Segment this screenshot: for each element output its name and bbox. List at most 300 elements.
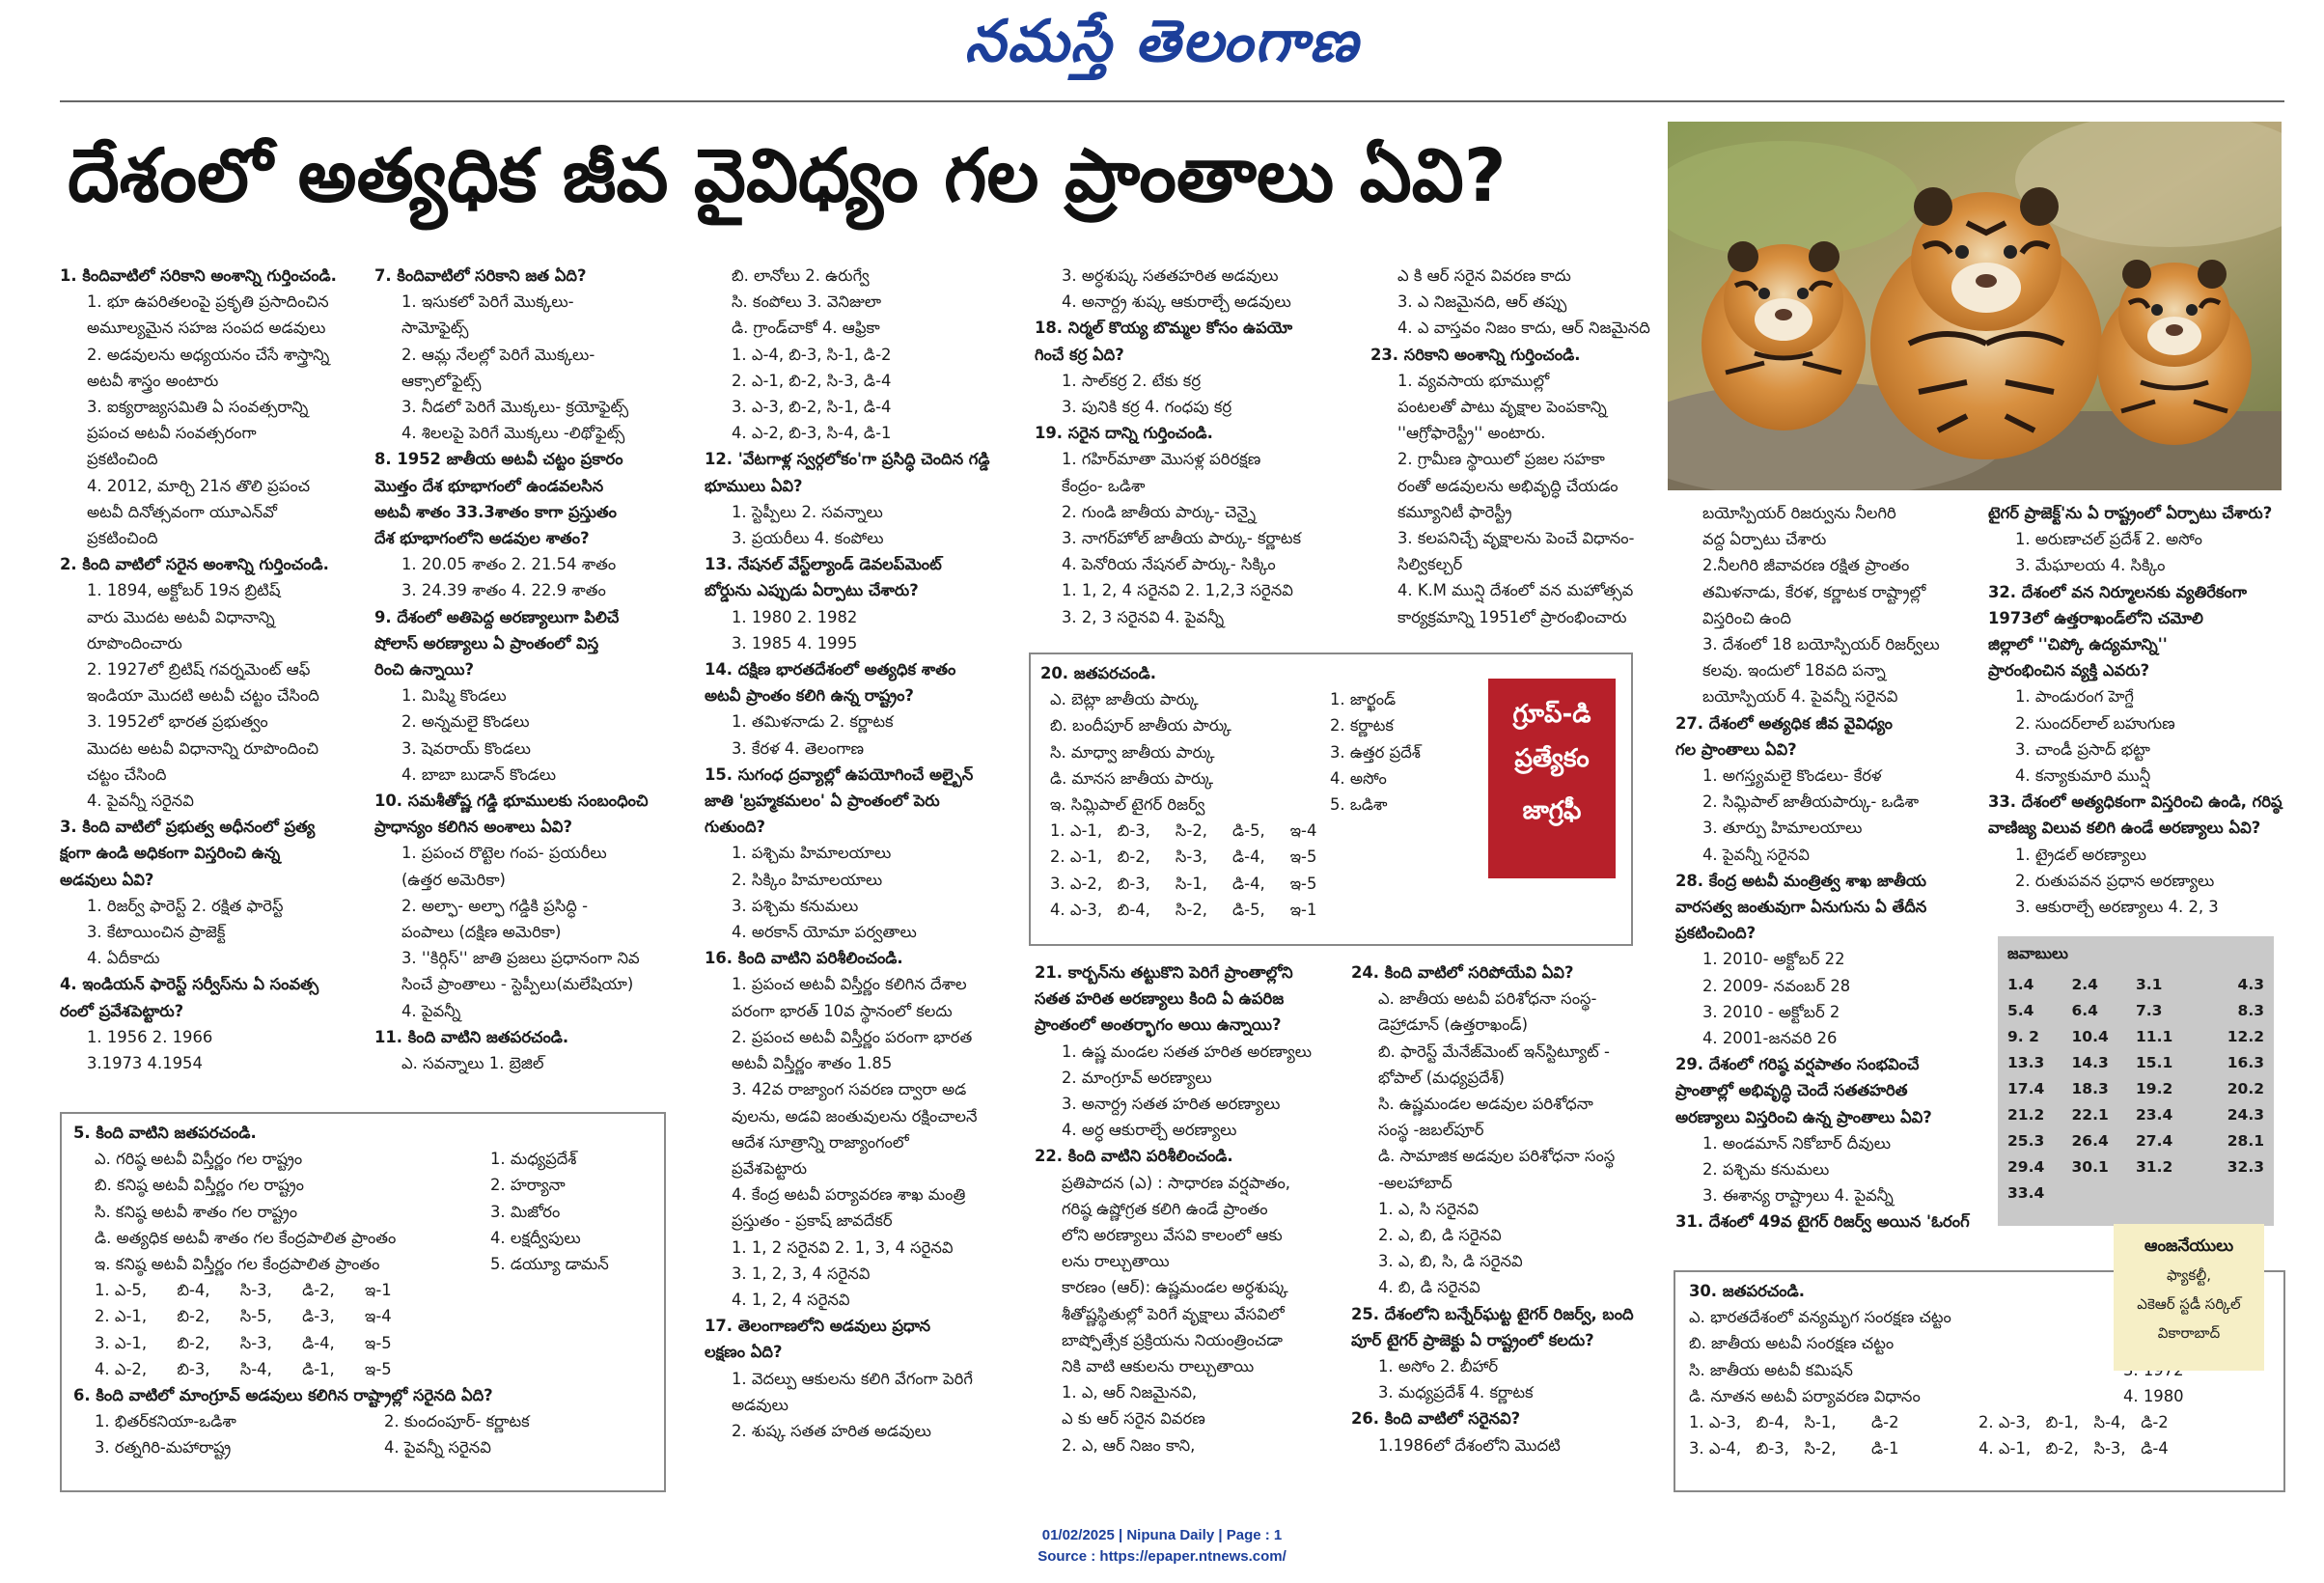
option-line: 1. 1894, అక్టోబర్ 19న బ్రిటిష్ bbox=[87, 581, 281, 600]
answer-item: 2.4 bbox=[2071, 976, 2098, 993]
box-30-title: 30. జతపరచండి. bbox=[1689, 1282, 1805, 1300]
answer-item: 10.4 bbox=[2071, 1028, 2109, 1045]
option-line: 4. కేంద్ర అటవీ పర్యావరణ శాఖ మంత్రి bbox=[732, 1185, 966, 1205]
answer-item: 25.3 bbox=[2007, 1132, 2045, 1150]
tiger-photo bbox=[1668, 122, 2282, 490]
question-line: 26. కింది వాటిలో సరైనవి? bbox=[1351, 1409, 1521, 1429]
question-line: 15. సుగంధ ద్రవ్యాల్లో ఉపయోగించే అల్బైన్ bbox=[705, 764, 974, 784]
option-line: 3. ఎ, బి, సి, డి సరైనవి bbox=[1378, 1252, 1523, 1271]
question-line: టైగర్ ప్రాజెక్ట్'ను ఏ రాష్ట్రంలో ఏర్పాటు చేశారు? bbox=[1988, 504, 2273, 522]
answer-item: 13.3 bbox=[2007, 1054, 2045, 1071]
option-line: 1. ప్రపంచ అటవీ విస్తీర్ణం కలిగిన దేశాల bbox=[732, 975, 967, 994]
option-line: 1. మిష్మి కొండలు bbox=[401, 686, 507, 706]
option-line: ప్రకటించింది bbox=[87, 450, 158, 469]
option-line: పంపాలు (దక్షిణ అమెరికా) bbox=[401, 923, 562, 942]
answer-item: 14.3 bbox=[2071, 1054, 2109, 1071]
author-institute: ఎకెఆర్ స్టడీ సర్కిల్ bbox=[2137, 1295, 2241, 1313]
answer-item: 16.3 bbox=[2227, 1054, 2264, 1071]
answer-item: 29.4 bbox=[2007, 1158, 2045, 1176]
option-line: 4. శిలలపై పెరిగే మొక్కలు -లిథోఫైట్స్ bbox=[401, 424, 625, 443]
option-line: 3. ఆకురాల్చే అరణ్యాలు 4. 2, 3 bbox=[2015, 898, 2219, 917]
answer-item: 6.4 bbox=[2071, 1002, 2098, 1019]
question-line: 4. ఇండియన్ ఫారెస్ట్ సర్వీస్‌ను ఏ సంవత్స bbox=[60, 975, 319, 994]
option-line: 4. అర్ధ ఆకురాల్చే అరణ్యాలు bbox=[1062, 1121, 1237, 1140]
answer-item: 15.1 bbox=[2136, 1054, 2173, 1071]
option-line: 3. కేరళ 4. తెలంగాణ bbox=[732, 738, 865, 758]
option-line: 2. సుందర్‌లాల్ బహుగుణ bbox=[2015, 713, 2175, 733]
option-line: 4. 1, 2, 4 సరైనవి bbox=[732, 1290, 850, 1309]
match-left: ఎ. భారతదేశంలో వన్యమృగ సంరక్షణ చట్టం bbox=[1689, 1308, 1951, 1327]
option-line: 1.1986లో దేశంలోని మొదటి bbox=[1378, 1435, 1561, 1455]
match-option: 2. ఎ-1, బి-2, సి-3, డి-4, ఇ-5 bbox=[1050, 847, 1317, 867]
option-line: 3. నాగర్‌హోల్ జాతీయ పార్కు- కర్ణాటక bbox=[1062, 529, 1302, 548]
option-line: 1. 1, 2, 4 సరైనవి 2. 1,2,3 సరైనవి bbox=[1062, 581, 1293, 600]
match-right: 2. హర్యానా bbox=[490, 1176, 566, 1195]
match-left: ఇ. కనిష్ఠ అటవీ విస్తీర్ణం గల కేంద్రపాలిత ప్రాంతం bbox=[95, 1255, 380, 1274]
option-line: గరిష్ఠ ఉష్ణోగ్రత కలిగి ఉండే ప్రాంతం bbox=[1062, 1199, 1268, 1218]
option-line: 1. 2010- అక్టోబర్ 22 bbox=[1702, 950, 1845, 969]
option-row bbox=[73, 1408, 652, 1434]
option-line: 1. భూ ఉపరితలంపై ప్రకృతి ప్రసాదించిన bbox=[87, 292, 329, 312]
option-line: 3. 1985 4. 1995 bbox=[732, 633, 858, 653]
option-line: సిల్వికల్చర్ bbox=[1397, 555, 1463, 574]
option-left: 3. ఎ-4, బి-3, సి-2, డి-1 bbox=[1689, 1439, 1899, 1458]
option-line: 1. ఉష్ణ మండల సతత హరిత అరణ్యాలు bbox=[1062, 1041, 1312, 1061]
match-right: 1. జార్ఖండ్ bbox=[1330, 690, 1397, 709]
question-line: గుతుంది? bbox=[705, 818, 766, 837]
question-line: వారసత్వ జంతువుగా ఏనుగును ఏ తేదీన bbox=[1675, 898, 1927, 917]
answer-item: 20.2 bbox=[2227, 1080, 2264, 1097]
option-line: 4. ఎ వాస్తవం నిజం కాదు, ఆర్ నిజమైనది bbox=[1397, 319, 1650, 338]
option-line: 3. ప్రయరీలు 4. కంపోలు bbox=[732, 529, 884, 548]
option-line: 2. ఆమ్ల నేలల్లో పెరిగే మొక్కలు- bbox=[401, 345, 595, 364]
option-line: 4. పైవన్నీ సరైనవి bbox=[1702, 845, 1810, 864]
answer-item: 24.3 bbox=[2227, 1106, 2264, 1124]
question-line: 10. సమశీతోష్ణ గడ్డి భూములకు సంబంధించి bbox=[374, 792, 649, 811]
option-line: 4. 2012, మార్చి 21న తొలి ప్రపంచ bbox=[87, 476, 311, 495]
option-line: 3. చాండీ ప్రసాద్ భట్టా bbox=[2015, 739, 2150, 759]
option-line: 4. బి, డి సరైనవి bbox=[1378, 1278, 1480, 1297]
box-20-title: 20. జతపరచండి. bbox=[1040, 664, 1156, 682]
option-line: 3. కేటాయించిన ప్రాజెక్ట్ bbox=[87, 923, 226, 942]
option-right: 4. ఎ-1, బి-2, సి-3, డి-4 bbox=[1978, 1439, 2169, 1458]
match-right: 5. ఒడిశా bbox=[1330, 795, 1388, 815]
question-line: 14. దక్షిణ భారతదేశంలో అత్యధిక శాతం bbox=[705, 660, 956, 680]
option-line: చట్టం చేసింది bbox=[87, 764, 167, 784]
option-line: (ఉత్తర అమెరికా) bbox=[401, 870, 506, 889]
option-row bbox=[1689, 1409, 2270, 1435]
question-line: 22. కింది వాటిని పరిశీలించండి. bbox=[1035, 1147, 1233, 1166]
option-line: 2. రుతుపవన ప్రధాన అరణ్యాలు bbox=[2015, 871, 2215, 890]
option-line: 2. అన్నమలై కొండలు bbox=[401, 712, 530, 732]
answer-item: 19.2 bbox=[2136, 1080, 2173, 1097]
answer-item: 27.4 bbox=[2136, 1132, 2173, 1150]
option-line: 4. బాబా బుడాన్ కొండలు bbox=[401, 764, 557, 784]
option-line: 1. ఇసుకలో పెరిగే మొక్కలు- bbox=[401, 292, 574, 312]
question-line: సతత హరిత అరణ్యాలు కింది ఏ ఉపరిజ bbox=[1035, 989, 1285, 1009]
question-line: 29. దేశంలో గరిష్ఠ వర్షపాతం సంభవించే bbox=[1675, 1055, 1920, 1074]
question-line: అరణ్యాలు విస్తరించి ఉన్న ప్రాంతాలు ఏవి? bbox=[1675, 1107, 1932, 1126]
option-line: 4. కన్యాకుమారి మున్షీ bbox=[2015, 766, 2151, 786]
question-line: 31. దేశంలో 49వ టైగర్ రిజర్వ్ అయిన 'ఓరంగ్ bbox=[1675, 1212, 1970, 1232]
answer-item: 32.3 bbox=[2227, 1158, 2264, 1176]
question-line: ప్రకటించింది? bbox=[1675, 924, 1757, 943]
option-line: 2. 2009- నవంబర్ 28 bbox=[1702, 976, 1851, 995]
question-line: లక్షణం ఏది? bbox=[705, 1343, 783, 1362]
question-line: అటవీ శాతం 33.3శాతం కాగా ప్రస్తుతం bbox=[374, 502, 617, 521]
option-line: 1. 1956 2. 1966 bbox=[87, 1027, 213, 1046]
match-option: 1. ఎ-5, బి-4, సి-3, డి-2, ఇ-1 bbox=[95, 1281, 392, 1300]
option-line: బయోస్పియర్ 4. పైవన్నీ సరైనవి bbox=[1702, 687, 1898, 707]
option-line: 4. పైవన్నీ bbox=[401, 1001, 461, 1020]
option-line: 2. గుండి జాతీయ పార్కు- చెన్నై bbox=[1062, 502, 1256, 521]
footer-source-line: Source : https://epaper.ntnews.com/ bbox=[1038, 1548, 1286, 1565]
option-right: 4. పైవన్నీ సరైనవి bbox=[384, 1438, 491, 1458]
option-line: డి. సామాజిక అడవుల పరిశోధనా సంస్థ bbox=[1378, 1147, 1616, 1166]
box-5-title: 5. కింది వాటిని జతపరచండి. bbox=[73, 1124, 257, 1142]
option-line: కార్యక్రమాన్ని 1951లో ప్రారంభించారు bbox=[1397, 607, 1627, 626]
option-line: 1. తమిళనాడు 2. కర్ణాటక bbox=[732, 712, 894, 732]
option-line: వారు మొదట అటవీ విధానాన్ని bbox=[87, 607, 275, 626]
option-line: సంస్థ -జబల్‌పూర్ bbox=[1378, 1121, 1484, 1140]
option-line: 4. 2001-జనవరి 26 bbox=[1702, 1029, 1838, 1048]
option-line: 2. ఎ-1, బి-2, సి-3, డి-4 bbox=[732, 371, 892, 390]
option-line: 1. వ్యవసాయ భూముల్లో bbox=[1397, 371, 1550, 390]
question-line: పూర్ టైగర్ ప్రాజెక్టు ఏ రాష్ట్రంలో కలదు? bbox=[1351, 1330, 1594, 1349]
question-line: జిల్లాలో ''చిప్కో ఉద్యమాన్ని'' bbox=[1988, 635, 2168, 654]
option-line: 2. అల్ఫా- అల్ఫా గడ్డికి ప్రసిద్ధి - bbox=[401, 896, 589, 915]
question-line: 7. కిందివాటిలో సరికాని జత ఏది? bbox=[374, 266, 587, 285]
option-line: 4. పెనోరియ నేషనల్ పార్కు- సిక్కిం bbox=[1062, 555, 1276, 574]
option-line: 2. ప్రపంచ అటవీ విస్తీర్ణం పరంగా భారత bbox=[732, 1027, 973, 1046]
option-line: 1. ఎ, సి సరైనవి bbox=[1378, 1199, 1480, 1218]
question-line: 8. 1952 జాతీయ అటవీ చట్టం ప్రకారం bbox=[374, 450, 623, 469]
option-line: బి. లానోలు 2. ఉరుగ్వే bbox=[732, 266, 870, 285]
match-left: ఎ. బెట్లా జాతీయ పార్కు bbox=[1050, 690, 1199, 709]
match-right: 4. 1980 bbox=[2123, 1386, 2184, 1405]
option-line: 1. అండమాన్ నికోబార్ దీవులు bbox=[1702, 1133, 1892, 1153]
answer-item: 30.1 bbox=[2071, 1158, 2109, 1176]
author-town: వికారాబాద్ bbox=[2157, 1324, 2221, 1342]
column-6 bbox=[1675, 500, 1980, 1248]
option-line: 1. ప్రపంచ రొట్టెల గంప- ప్రయరీలు bbox=[401, 844, 607, 863]
option-line: బాష్పోత్సేక ప్రక్రియను నియంత్రించడా bbox=[1062, 1330, 1283, 1349]
option-line: 3. 2, 3 సరైనవి 4. పైవన్నీ bbox=[1062, 607, 1225, 626]
option-line: కారణం (ఆర్): ఉష్ణమండల అర్ధశుష్క bbox=[1062, 1278, 1288, 1297]
option-line: 3. పశ్చిమ కనుమలు bbox=[732, 896, 859, 915]
option-line: 1. 20.05 శాతం 2. 21.54 శాతం bbox=[401, 555, 617, 574]
question-5-6-box bbox=[60, 1112, 666, 1492]
option-line: డెహ్రాడూన్ (ఉత్తరాఖండ్) bbox=[1378, 1015, 1529, 1035]
match-option: 4. ఎ-3, బి-4, సి-2, డి-5, ఇ-1 bbox=[1050, 900, 1317, 919]
option-line: పంటలతో పాటు వృక్షాల పెంపకాన్ని bbox=[1397, 398, 1607, 417]
option-line: 2. గ్రామీణ స్థాయిలో ప్రజల సహకా bbox=[1397, 450, 1605, 469]
option-line: నికి వాటి ఆకులను రాల్చుతాయి bbox=[1062, 1357, 1255, 1376]
option-line: ''ఆగ్రోఫారెస్ట్రీ'' అంటారు. bbox=[1397, 424, 1546, 443]
option-line: 2. ఎ, బి, డి సరైనవి bbox=[1378, 1226, 1502, 1245]
column-3 bbox=[705, 263, 1021, 1459]
answers-grid bbox=[2007, 972, 2264, 1207]
answer-item: 12.2 bbox=[2227, 1028, 2264, 1045]
option-line: 1. 1, 2 సరైనవి 2. 1, 3, 4 సరైనవి bbox=[732, 1237, 954, 1257]
answers-box bbox=[1998, 936, 2274, 1226]
match-row bbox=[73, 1225, 652, 1251]
question-line: 27. దేశంలో అత్యధిక జీవ వైవిధ్యం bbox=[1675, 713, 1893, 733]
option-line: ప్రపంచ అటవీ సంవత్సరంగా bbox=[87, 424, 257, 443]
question-line: 33. దేశంలో అత్యధికంగా విస్తరించి ఉండి, గరిష్ఠ bbox=[1988, 792, 2282, 812]
option-line: వద్ద ఏర్పాటు చేశారు bbox=[1702, 530, 1827, 549]
match-right: 1. మధ్యప్రదేశ్ bbox=[490, 1150, 577, 1169]
footer bbox=[0, 1525, 2324, 1568]
option-line: 1. ట్రైడల్ అరణ్యాలు bbox=[2015, 845, 2146, 864]
option-line: బయోస్పియర్ రిజర్వును నీలగిరి bbox=[1702, 504, 1896, 522]
match-left: సి. కనిష్ఠ అటవీ శాతం గల రాష్ట్రం bbox=[95, 1202, 298, 1221]
option-line: 1. రిజర్వ్ ఫారెస్ట్ 2. రక్షిత ఫారెస్ట్ bbox=[87, 896, 284, 915]
option-line: విస్తరించి ఉంది bbox=[1702, 608, 1791, 627]
answer-item: 4.3 bbox=[2237, 976, 2264, 993]
question-line: 9. దేశంలో అతిపెద్ద అరణ్యాలుగా పిలిచే bbox=[374, 607, 620, 626]
match-left: సి. మాధ్వా జాతీయ పార్కు bbox=[1050, 742, 1215, 762]
question-line: 32. దేశంలో వన నిర్మూలనకు వ్యతిరేకంగా bbox=[1988, 582, 2247, 601]
option-line: 3. కలపనిచ్చే వృక్షాలను పెంచే విధానం- bbox=[1397, 529, 1635, 548]
option-line: రూపొందించారు bbox=[87, 633, 182, 653]
option-line: ఎ. సవన్నాలు 1. బ్రెజిల్ bbox=[401, 1054, 544, 1073]
option-row bbox=[73, 1434, 652, 1460]
question-line: క్షంగా ఉండి అధికంగా విస్తరించి ఉన్న bbox=[60, 844, 281, 863]
answer-item: 7.3 bbox=[2136, 1002, 2163, 1019]
match-right: 5. డయ్యూ డామన్ bbox=[490, 1255, 609, 1274]
match-left: సి. జాతీయ అటవీ కమిషన్ bbox=[1689, 1360, 1853, 1379]
option-line: ఎ. జాతీయ అటవీ పరిశోధనా సంస్థ- bbox=[1378, 989, 1597, 1009]
option-line: తమిళనాడు, కేరళ, కర్ణాటక రాష్ట్రాల్లో bbox=[1702, 582, 1926, 601]
question-line: భూములు ఏవి? bbox=[705, 476, 803, 495]
option-line: 3. ఎ-3, బి-2, సి-1, డి-4 bbox=[732, 398, 892, 417]
answer-item: 33.4 bbox=[2007, 1184, 2045, 1202]
answer-item: 21.2 bbox=[2007, 1106, 2045, 1124]
option-left: 1. ఎ-3, బి-4, సి-1, డి-2 bbox=[1689, 1413, 1899, 1432]
question-line: 13. నేషనల్ వేస్ట్‌ల్యాండ్ డెవలప్‌మెంట్ bbox=[705, 555, 942, 574]
option-line: 3. ఎ నిజమైనది, ఆర్ తప్పు bbox=[1397, 292, 1567, 312]
match-option: 4. ఎ-2, బి-3, సి-4, డి-1, ఇ-5 bbox=[95, 1359, 392, 1378]
option-line: లోని అరణ్యాలు వేసవి కాలంలో ఆకు bbox=[1062, 1226, 1283, 1245]
option-line: 4. అనార్ద్ర శుష్క ఆకురాల్చే అడవులు bbox=[1062, 292, 1291, 312]
option-line: 4. పైవన్నీ సరైనవి bbox=[87, 792, 194, 811]
option-line: 2. అడవులను అధ్యయనం చేసే శాస్త్రాన్ని bbox=[87, 345, 330, 364]
match-row bbox=[73, 1199, 652, 1225]
option-line: 2. సిమ్లిపాల్ జాతీయపార్కు- ఒడిశా bbox=[1702, 792, 1920, 812]
match-row bbox=[73, 1172, 652, 1198]
option-line: 3. 1952లో భారత ప్రభుత్వం bbox=[87, 712, 268, 732]
answer-item: 5.4 bbox=[2007, 1002, 2034, 1019]
question-line: 19. సరైన దాన్ని గుర్తించండి. bbox=[1035, 424, 1213, 443]
answer-item: 31.2 bbox=[2136, 1158, 2173, 1176]
question-line: 16. కింది వాటిని పరిశీలించండి. bbox=[705, 949, 903, 968]
match-left: బి. జాతీయ అటవీ సంరక్షణ చట్టం bbox=[1689, 1334, 1895, 1353]
author-box bbox=[2114, 1224, 2264, 1371]
answer-item: 8.3 bbox=[2237, 1002, 2264, 1019]
answer-item: 11.1 bbox=[2136, 1028, 2173, 1045]
option-line: 3. ఐక్యరాజ్యసమితి ఏ సంవత్సరాన్ని bbox=[87, 398, 309, 417]
match-left: ఎ. గరిష్ఠ అటవీ విస్తీర్ణం గల రాష్ట్రం bbox=[95, 1150, 303, 1169]
option-line: 1. అగస్త్యమలై కొండలు- కేరళ bbox=[1702, 766, 1882, 786]
option-line: 2. మాంగ్రూవ్ అరణ్యాలు bbox=[1062, 1068, 1212, 1087]
option-line: కలవు. ఇందులో 18వది పన్నా bbox=[1702, 661, 1886, 680]
match-left: ఇ. సిమ్లిపాల్ టైగర్ రిజర్వ్ bbox=[1050, 795, 1205, 815]
question-line: 28. కేంద్ర అటవీ మంత్రిత్వ శాఖ జాతీయ bbox=[1675, 871, 1926, 890]
match-left: బి. కనిష్ఠ అటవీ విస్తీర్ణం గల రాష్ట్రం bbox=[95, 1176, 304, 1195]
match-right: 4. లక్షద్వీపులు bbox=[490, 1228, 581, 1247]
match-right: 3. ఉత్తర ప్రదేశ్ bbox=[1330, 742, 1421, 762]
answer-item: 18.3 bbox=[2071, 1080, 2109, 1097]
answer-item: 23.4 bbox=[2136, 1106, 2173, 1124]
answer-item: 26.4 bbox=[2071, 1132, 2109, 1150]
question-line: ప్రాంతాల్లో అభివృద్ధి చెందే సతతహరిత bbox=[1675, 1081, 1908, 1100]
match-option: 1. ఎ-1, బి-3, సి-2, డి-5, ఇ-4 bbox=[1050, 821, 1317, 841]
option-line: 3. దేశంలో 18 బయోస్పియర్ రిజర్వ్‌లు bbox=[1702, 635, 1940, 654]
question-line: 2. కింది వాటిలో సరైన అంశాన్ని గుర్తించండి. bbox=[60, 555, 329, 574]
option-left: 1. భితర్‌కనియా-ఒడిశా bbox=[95, 1412, 236, 1431]
match-right: 3. మిజోరం bbox=[490, 1202, 561, 1221]
option-line: 1. అసోం 2. బీహార్ bbox=[1378, 1357, 1499, 1376]
answer-item: 22.1 bbox=[2071, 1106, 2109, 1124]
option-line: పరంగా భారత్ 10వ స్థానంలో కలదు bbox=[732, 1001, 953, 1020]
option-line: 3. షెవరాయ్ కొండలు bbox=[401, 738, 531, 758]
question-line: గల ప్రాంతాలు ఏవి? bbox=[1675, 739, 1797, 759]
option-line: ఎ కి ఆర్ సరైన వివరణ కాదు bbox=[1397, 266, 1571, 285]
option-line: సి. ఉష్ణమండల అడవుల పరిశోధనా bbox=[1378, 1095, 1593, 1114]
option-line: 3. 24.39 శాతం 4. 22.9 శాతం bbox=[401, 581, 606, 600]
option-line: 1. సాల్‌కర్ర 2. టేకు కర్ర bbox=[1062, 371, 1202, 390]
question-line: దేశ భూభాగంలోని అడవుల శాతం? bbox=[374, 529, 590, 548]
option-line: 1. పశ్చిమ హిమాలయాలు bbox=[732, 844, 892, 863]
question-line: ప్రాధాన్యం కలిగిన అంశాలు ఏవి? bbox=[374, 818, 572, 837]
badge-line-3: జాగ్రఫీ bbox=[1522, 796, 1582, 825]
option-line: 4. K.M మున్షి దేశంలో వన మహోత్సవ bbox=[1397, 581, 1634, 600]
group-d-badge bbox=[1488, 679, 1616, 878]
column-2 bbox=[374, 263, 685, 1077]
question-line: 1973లో ఉత్తరాఖండ్‌లోని చమోలి bbox=[1988, 608, 2203, 627]
match-left: డి. నూతన అటవీ పర్యావరణ విధానం bbox=[1689, 1386, 1921, 1405]
option-line: సామోఫైట్స్ bbox=[401, 319, 469, 338]
option-line: కేంద్రం- ఒడిశా bbox=[1062, 476, 1146, 495]
option-line: 2. పశ్చిమ కనుమలు bbox=[1702, 1160, 1830, 1180]
answer-item: 28.1 bbox=[2227, 1132, 2264, 1150]
question-line: వాణిజ్య విలువ కలిగి ఉండే అరణ్యాలు ఏవి? bbox=[1988, 819, 2261, 838]
question-line: రించి ఉన్నాయి? bbox=[374, 660, 474, 680]
question-line: 1. కిందివాటిలో సరికాని అంశాన్ని గుర్తించండి. bbox=[60, 266, 337, 285]
match-option: 3. ఎ-1, బి-2, సి-3, డి-4, ఇ-5 bbox=[95, 1333, 392, 1352]
column-1 bbox=[60, 263, 359, 1077]
question-line: 17. తెలంగాణలోని అడవులు ప్రధాన bbox=[705, 1317, 931, 1336]
option-line: 1. పాండురంగ హెగ్డే bbox=[2015, 687, 2134, 707]
match-left: డి. అత్యధిక అటవీ శాతం గల కేంద్రపాలిత ప్రాంతం bbox=[95, 1228, 397, 1247]
question-line: 3. కింది వాటిలో ప్రభుత్వ అధీనంలో ప్రత్య bbox=[60, 818, 316, 837]
option-line: 2. సిక్కిం హిమాలయాలు bbox=[732, 870, 883, 889]
option-line: 3.1973 4.1954 bbox=[87, 1054, 203, 1073]
option-line: 3. మేఘాలయ 4. సిక్కిం bbox=[2015, 556, 2166, 575]
option-line: 3. 42వ రాజ్యాంగ సవరణ ద్వారా అడ bbox=[732, 1080, 967, 1099]
option-line: భోపాల్ (మధ్యప్రదేశ్) bbox=[1378, 1068, 1506, 1087]
answer-item: 3.1 bbox=[2136, 976, 2163, 993]
option-line: 2.నీలగిరి జీవావరణ రక్షిత ప్రాంతం bbox=[1702, 556, 1910, 575]
option-line: 3. ఈశాన్య రాష్ట్రాలు 4. పైవన్నీ bbox=[1702, 1186, 1894, 1206]
option-right: 2. ఎ-3, బి-1, సి-4, డి-2 bbox=[1978, 1413, 2169, 1432]
option-line: బి. ఫారెస్ట్ మేనేజ్‌మెంట్ ఇన్‌స్టిట్యూట్ - bbox=[1378, 1041, 1610, 1061]
option-line: 1. ఎ, ఆర్ నిజమైనవి, bbox=[1062, 1383, 1198, 1402]
column-5a bbox=[1370, 263, 1660, 637]
option-line: ఆదేశ సూత్రాన్ని రాజ్యాంగంలో bbox=[732, 1132, 909, 1152]
option-line: 1. గహిర్‌మాతా మొసళ్ల పరిరక్షణ bbox=[1062, 450, 1261, 469]
question-line: 23. సరికాని అంశాన్ని గుర్తించండి. bbox=[1370, 345, 1581, 364]
option-line: ఎ కు ఆర్ సరైన వివరణ bbox=[1062, 1409, 1205, 1429]
question-line: మొత్తం దేశ భూభాగంలో ఉండవలసిన bbox=[374, 476, 604, 495]
question-6: 6. కింది వాటిలో మాంగ్రూవ్ అడవులు కలిగిన రాష్ట్రాల్లో సరైనది ఏది? bbox=[73, 1386, 493, 1405]
question-line: ప్రారంభించిన వ్యక్తి ఎవరు? bbox=[1988, 661, 2150, 680]
option-line: 3. ''కిర్గిస్'' జాతి ప్రజలు ప్రధానంగా నివ bbox=[401, 949, 640, 968]
option-line: శీతోష్ణస్థితుల్లో పెరిగే వృక్షాలు వేసవిలో bbox=[1062, 1304, 1285, 1323]
option-line: ఆక్సాలోఫైట్స్ bbox=[401, 371, 482, 390]
option-line: సి. కంపోలు 3. వెనిజులా bbox=[732, 292, 882, 312]
question-line: 12. 'వేటగాళ్ల స్వర్గలోకం'గా ప్రసిద్ధి చెందిన గడ్డి bbox=[705, 450, 990, 469]
option-line: అమూల్యమైన సహజ సంపద అడవులు bbox=[87, 319, 326, 338]
top-rule bbox=[60, 100, 2284, 102]
answer-item: 9. 2 bbox=[2007, 1028, 2039, 1045]
option-line: ఇండియా మొదటి అటవీ చట్టం చేసింది bbox=[87, 686, 319, 706]
option-right: 2. కుందంపూర్- కర్ణాటక bbox=[384, 1412, 530, 1431]
author-name: ఆంజనేయులు bbox=[2144, 1236, 2234, 1256]
option-line: 1. వెదల్పు ఆకులను కలిగి వేగంగా పెరిగే bbox=[732, 1369, 973, 1388]
author-role: ఫ్యాకల్టీ, bbox=[2167, 1266, 2211, 1284]
footer-date-line: 01/02/2025 | Nipuna Daily | Page : 1 bbox=[1041, 1527, 1283, 1543]
question-line: 25. దేశంలోని బన్నేర్‌ఘట్ట టైగర్ రిజర్వ్, బంది bbox=[1351, 1304, 1634, 1323]
option-line: అటవీ శాస్త్రం అంటారు bbox=[87, 371, 219, 390]
option-line: 1. 1980 2. 1982 bbox=[732, 607, 858, 626]
option-line: 3. 1, 2, 3, 4 సరైనవి bbox=[732, 1264, 871, 1283]
badge-line-2: ప్రత్యేకం bbox=[1514, 744, 1590, 773]
option-line: అటవీ దినోత్సవంగా యూఎన్‌వో bbox=[87, 502, 278, 521]
option-line: -అలహాబాద్ bbox=[1378, 1173, 1452, 1192]
question-line: అడవులు ఏవి? bbox=[60, 870, 154, 889]
option-line: ప్రతిపాదన (ఎ) : సాధారణ వర్షపాతం, bbox=[1062, 1173, 1291, 1192]
option-line: అటవీ విస్తీర్ణం శాతం 1.85 bbox=[732, 1054, 893, 1073]
option-line: 1. ఎ-4, బి-3, సి-1, డి-2 bbox=[732, 345, 892, 364]
answer-item: 1.4 bbox=[2007, 976, 2034, 993]
option-line: మొదట అటవీ విధానాన్ని రూపొందించి bbox=[87, 738, 319, 758]
option-line: 1. అరుణాచల్ ప్రదేశ్ 2. అసోం bbox=[2015, 530, 2202, 549]
match-option: 2. ఎ-1, బి-2, సి-5, డి-3, ఇ-4 bbox=[95, 1307, 392, 1326]
column-4b bbox=[1035, 959, 1355, 1461]
column-7 bbox=[1988, 500, 2287, 932]
question-line: 21. కార్బన్‌ను తట్టుకొని పెరిగే ప్రాంతాల్లోని bbox=[1035, 963, 1293, 982]
option-line: డి. గ్రాండ్‌చాకో 4. ఆఫ్రికా bbox=[732, 319, 880, 338]
option-line: 3. మధ్యప్రదేశ్ 4. కర్ణాటక bbox=[1378, 1383, 1534, 1402]
masthead: నమస్తే తెలంగాణ bbox=[964, 8, 1360, 75]
column-4a bbox=[1035, 263, 1355, 637]
question-line: ప్రాంతంలో అంతర్భాగం అయి ఉన్నాయి? bbox=[1035, 1015, 1282, 1035]
match-left: డి. మానస జాతీయ పార్కు bbox=[1050, 768, 1214, 788]
answers-title: జవాబులు bbox=[2007, 944, 2068, 962]
question-line: రంలో ప్రవేశపెట్టారు? bbox=[60, 1001, 184, 1020]
match-right: 2. కర్ణాటక bbox=[1330, 716, 1394, 736]
option-left: 3. రత్నగిరి-మహారాష్ట్ర bbox=[95, 1438, 232, 1458]
option-line: 4. అరకాన్ యోమా పర్వతాలు bbox=[732, 923, 917, 942]
option-line: 4. ఎ-2, బి-3, సి-4, డి-1 bbox=[732, 424, 892, 443]
question-line: గించే కర్ర ఏది? bbox=[1035, 345, 1124, 364]
option-line: 3. అర్ధశుష్క సతతహరిత అడవులు bbox=[1062, 266, 1279, 285]
match-row bbox=[73, 1251, 652, 1277]
answer-item: 17.4 bbox=[2007, 1080, 2045, 1097]
option-line: 2. ఎ, ఆర్ నిజం కాని, bbox=[1062, 1435, 1196, 1455]
